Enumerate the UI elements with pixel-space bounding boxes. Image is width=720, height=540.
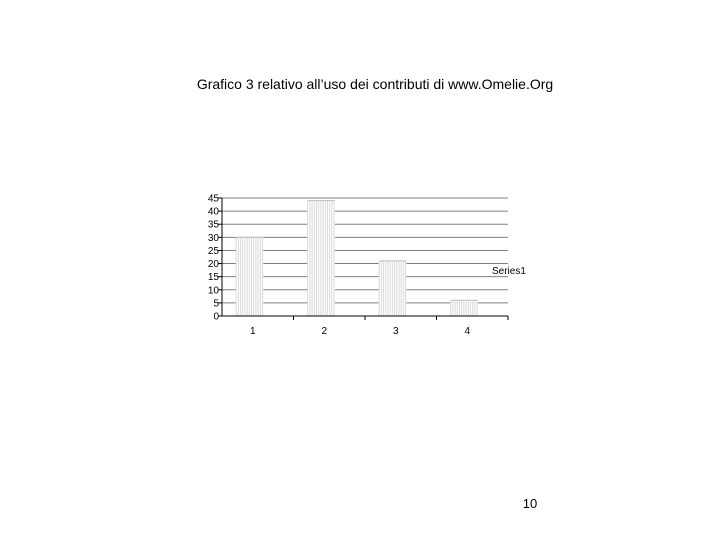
y-tick-label: 25 [207,245,219,257]
y-tick-label: 10 [207,285,219,297]
bar [379,261,406,316]
chart-title: Grafico 3 relativo all’uso dei contributi di www.Omelie.Org [196,76,554,92]
y-tick-label: 30 [207,232,219,244]
legend-series1: Series1 [492,266,526,277]
bar [308,201,335,316]
y-tick-label: 40 [207,206,219,218]
gridlines [222,198,508,316]
y-tick-label: 45 [207,193,219,205]
x-tick-label: 1 [249,326,256,337]
x-tick-label: 3 [392,326,399,337]
y-tick-label: 35 [207,219,219,231]
page-number: 10 [522,496,538,511]
x-tick-labels [250,326,471,337]
y-tick-label: 20 [207,259,219,271]
bar [451,300,478,316]
x-tick-label: 2 [321,326,328,337]
y-tick-label: 0 [213,311,219,323]
y-tick-labels [208,194,220,323]
bar [236,237,263,316]
y-tick-label: 15 [207,272,219,284]
x-tick-label: 4 [464,326,471,337]
bars [236,201,478,316]
y-tick-label: 5 [213,298,219,310]
